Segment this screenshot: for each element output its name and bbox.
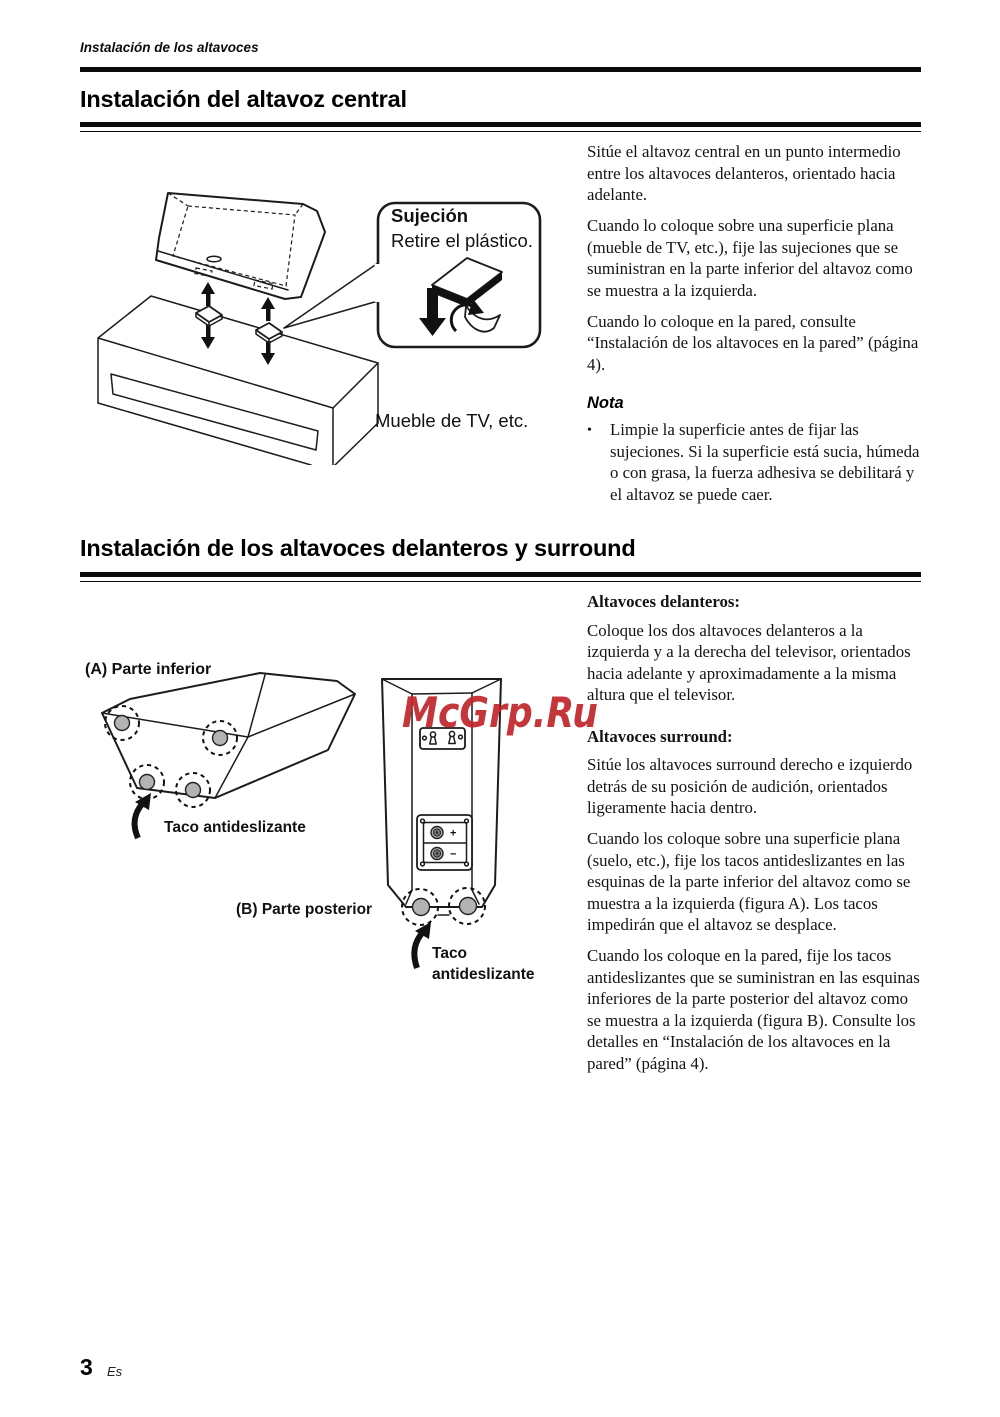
bullet-icon: • [587,423,592,438]
paragraph: Cuando los coloque sobre una superficie plana (suelo, etc.), fije los tacos antideslizantes en las esquinas de la parte inferior del altavoz como se muestra a la izquierda (figura A). Los tacos impedirán que el altavoz se desplace. [587,829,911,934]
callout-pointer-line [284,301,378,328]
figure-b-callout: Taco antideslizante [432,945,535,983]
note-text: Limpie la superficie antes de fijar las sujeciones. Si la superficie está sucia, húmeda o con grasa, la fuerza adhesiva se debilitará y el altavoz se puede caer. [610,420,920,504]
section1-text-column [587,141,924,505]
figure-a-callout: Taco antideslizante [164,819,306,836]
callout-pointer-line [284,263,378,328]
callout-title: Sujeción [391,205,469,226]
header-rule [80,67,921,72]
section2-title: Instalación de los altavoces delanteros y surround [80,535,636,561]
svg-text:+: + [450,827,457,840]
paragraph: Sitúe el altavoz central en un punto intermedio entre los altavoces delanteros, orientado hacia adelante. [587,142,901,204]
section1-title: Instalación del altavoz central [80,86,407,112]
curved-arrow-icon [135,793,151,838]
figure-a-label: (A) Parte inferior [85,661,212,678]
svg-text:−: − [450,848,457,861]
speaker-rear-drawing [382,679,501,915]
paragraph: Coloque los dos altavoces delanteros a la izquierda y a la derecha del televisor, orientados hacia adelante y aproximadamente a la misma altura que el televisor. [587,620,911,704]
callout-text: Retire el plástico. [391,230,533,251]
section2-text-column [587,591,924,1084]
section2-rule-thick [80,572,921,577]
note-item [587,419,924,505]
paragraph: Cuando lo coloque en la pared, consulte “Instalación de los altavoces en la pared” (página 4). [587,311,919,374]
page-language: Es [107,1364,123,1379]
center-speaker-drawing [156,193,325,299]
note-label: Nota [587,394,624,412]
curved-arrow-icon [414,922,431,968]
section2-rule-thin [80,581,921,583]
paragraph: Sitúe los altavoces surround derecho e izquierdo detrás de su posición de audición, orientados ligeramente hacia dentro. [587,755,913,817]
section1-rule-thin [80,131,921,133]
subheading-front-speakers: Altavoces delanteros: [587,592,741,611]
speaker-terminal-plate [417,815,472,870]
section1-rule-thick [80,122,921,127]
figure-b-label: (B) Parte posterior [236,901,373,918]
subheading-surround-speakers: Altavoces surround: [587,726,733,746]
page-number: 3 [80,1354,93,1380]
paragraph: Cuando lo coloque sobre una superficie plana (mueble de TV, etc.), fije las sujeciones que se suministran en la parte inferior del altavoz como se muestra a la izquierda. [587,216,913,300]
tv-cabinet-drawing [98,296,378,465]
paragraph: Cuando los coloque en la pared, fije los tacos antideslizantes que se suministran en las esquinas inferiores de la parte posterior del altavoz como se muestra a la izquierda (figura B). Consulte los detalles en “Instalación de los altavoces en la pared” (página 4). [587,946,920,1073]
running-header: Instalación de los altavoces [80,40,259,55]
keyhole-bracket-plate [420,728,465,749]
watermark: McGrp.Ru [402,688,598,737]
figure1-caption: Mueble de TV, etc. [375,410,529,431]
